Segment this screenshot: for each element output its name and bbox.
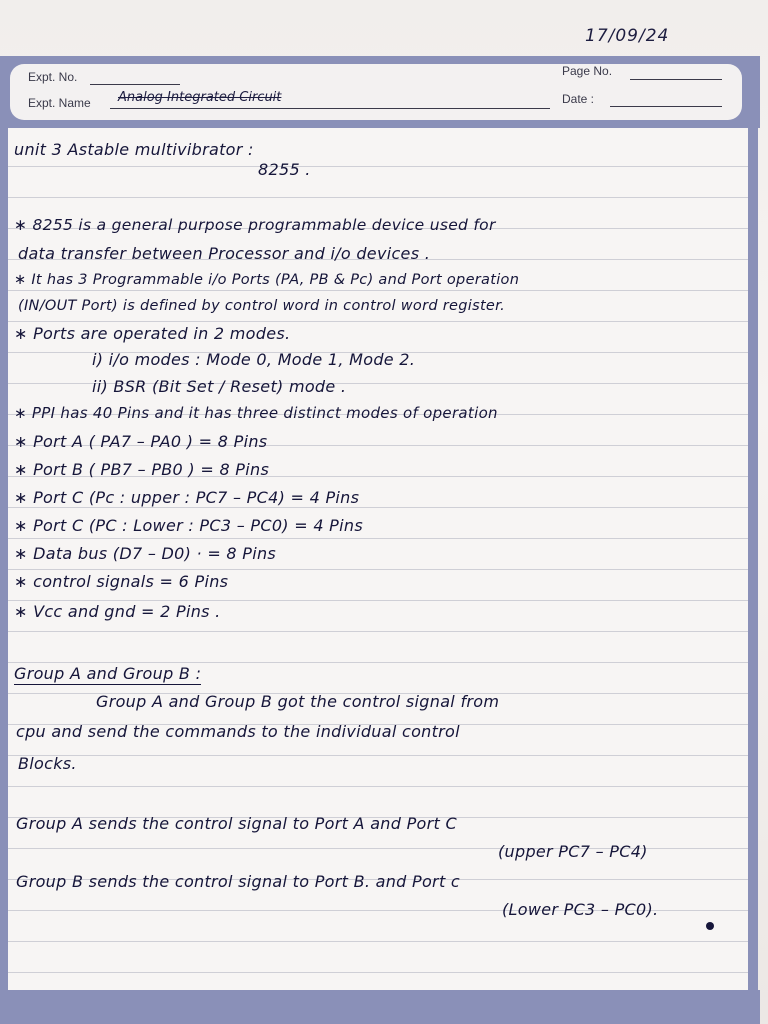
group-line-1: Group A and Group B got the control signal from <box>96 692 500 711</box>
date-label: Date : <box>562 92 595 106</box>
group-a-line: Group A sends the control signal to Port A and Port C <box>16 814 457 833</box>
ink-dot <box>706 922 714 930</box>
date-line <box>610 106 722 107</box>
expt-name-value: Analog Integrated Circuit <box>118 90 282 105</box>
chip-title: 8255 . <box>258 160 311 179</box>
note-line-8: ∗ PPI has 40 Pins and it has three distinct modes of operation <box>14 404 498 422</box>
note-line-12: ∗ Port C (PC : Lower : PC3 – PC0) = 4 Pins <box>14 516 363 535</box>
note-line-7: ii) BSR (Bit Set / Reset) mode . <box>92 377 347 396</box>
note-line-1: ∗ 8255 is a general purpose programmable device used for <box>14 216 496 234</box>
left-margin-band <box>0 120 8 1000</box>
group-line-2: cpu and send the commands to the individual control <box>16 722 460 741</box>
group-line-3: Blocks. <box>18 754 77 773</box>
note-line-4: (IN/OUT Port) is defined by control word in control word register. <box>18 298 505 314</box>
note-line-9: ∗ Port A ( PA7 – PA0 ) = 8 Pins <box>14 432 268 451</box>
note-line-2: data transfer between Processor and i/o devices . <box>18 244 431 263</box>
group-a-sub: (upper PC7 – PC4) <box>498 842 648 861</box>
group-heading: Group A and Group B : <box>14 664 202 683</box>
expt-name-label: Expt. Name <box>28 96 91 110</box>
group-b-line: Group B sends the control signal to Port B. and Port c <box>16 872 460 891</box>
handwritten-date: 17/09/24 <box>585 26 670 46</box>
group-b-sub: (Lower PC3 – PC0). <box>502 900 659 919</box>
expt-no-line <box>90 84 180 85</box>
note-line-11: ∗ Port C (Pc : upper : PC7 – PC4) = 4 Pins <box>14 488 360 507</box>
note-line-14: ∗ control signals = 6 Pins <box>14 572 229 591</box>
note-line-13: ∗ Data bus (D7 – D0) · = 8 Pins <box>14 544 277 563</box>
note-line-15: ∗ Vcc and gnd = 2 Pins . <box>14 602 221 621</box>
page-no-line <box>630 79 722 80</box>
note-line-5: ∗ Ports are operated in 2 modes. <box>14 324 291 343</box>
bottom-band <box>0 990 760 1024</box>
right-margin-band <box>748 120 758 1000</box>
note-line-3: ∗ It has 3 Programmable i/o Ports (PA, PB & Pc) and Port operation <box>14 272 520 288</box>
page-no-label: Page No. <box>562 64 613 78</box>
note-line-10: ∗ Port B ( PB7 – PB0 ) = 8 Pins <box>14 460 270 479</box>
header-box <box>10 64 742 120</box>
expt-name-line <box>110 108 550 109</box>
expt-no-label: Expt. No. <box>28 70 78 84</box>
unit-title: unit 3 Astable multivibrator : <box>14 140 254 159</box>
note-line-6: i) i/o modes : Mode 0, Mode 1, Mode 2. <box>92 350 416 369</box>
